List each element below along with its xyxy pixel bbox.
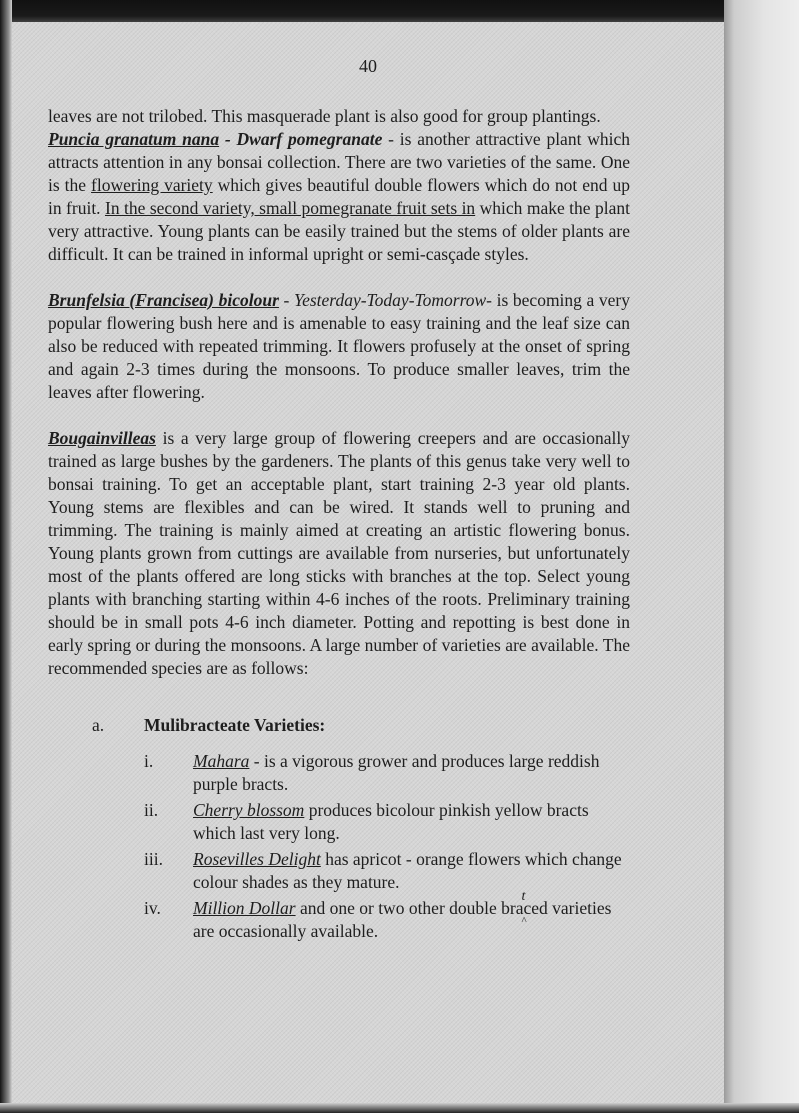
section-marker: a.	[92, 715, 105, 735]
variety-name: Rosevilles Delight	[193, 849, 321, 869]
variety-name: Cherry blossom	[193, 800, 305, 820]
list-item	[48, 848, 630, 894]
variety-description-end: ced varieties are occasionally available.	[193, 898, 612, 941]
scan-shadow-bottom	[0, 1103, 799, 1113]
book-gutter	[724, 0, 799, 1113]
brunfelsia-scientific-name: Brunfelsia (Francisea) bicolour	[48, 290, 279, 310]
pomegranate-underline-1: flowering variety	[91, 175, 213, 195]
variety-name: Million Dollar	[193, 898, 296, 918]
pomegranate-text-3: which make the plant very attractive. Young plants can be easily trained but the stems of older plants are difficult. It can be trained in informal upright or semi-casçade styles.	[48, 198, 630, 264]
brunfelsia-text: is becoming a very popular flowering bush here and is amenable to easy training and the leaf size can also be reduced with repeated trimming. It flowers profusely at the onset of spring and again 2-3 times during the monsoons. To produce smaller leaves, trim the leaves after flowering.	[48, 290, 630, 402]
list-item-number: iii.	[144, 849, 163, 869]
pomegranate-underline-2: In the second variety, small pomegranate fruit sets in	[105, 198, 476, 218]
pomegranate-common-name: Dwarf pomegranate	[236, 129, 383, 149]
body-text	[48, 105, 630, 946]
bougainvilleas-paragraph	[48, 427, 630, 680]
inserted-letter: t	[521, 889, 526, 904]
page-number: 40	[359, 56, 377, 76]
variety-description: has apricot - orange flowers which change colour shades as they mature.	[193, 849, 622, 892]
brunfelsia-separator: -	[278, 290, 294, 310]
list-item-number: iv.	[144, 898, 161, 918]
brunfelsia-common-name: Yesterday-Today-Tomorrow-	[293, 290, 493, 310]
pomegranate-text-1: - is another attractive plant which attracts attention in any bonsai collection. There are two varieties of the same. One is the	[48, 129, 631, 195]
pomegranate-paragraph	[48, 128, 630, 266]
scan-shadow-left	[0, 0, 12, 1113]
variety-name: Mahara	[193, 751, 250, 771]
section-heading	[48, 714, 630, 737]
list-item	[48, 889, 630, 943]
list-item	[48, 799, 630, 845]
pomegranate-scientific-name: Puncia granatum nana	[48, 129, 220, 149]
list-item-number: ii.	[144, 800, 159, 820]
insertion-caret: ^	[521, 915, 527, 927]
pomegranate-separator: -	[219, 129, 237, 149]
list-item-number: i.	[144, 751, 154, 771]
brunfelsia-paragraph	[48, 289, 630, 404]
varieties-list	[48, 750, 630, 943]
pomegranate-text-2: which gives beautiful double flowers which do not end up in fruit.	[48, 175, 631, 218]
section-title: Mulibracteate Varieties:	[144, 715, 326, 735]
list-item	[48, 750, 630, 796]
document-page	[12, 22, 724, 1103]
intro-paragraph: leaves are not trilobed. This masquerade plant is also good for group plantings.	[48, 106, 601, 126]
variety-description: produces bicolour pinkish yellow bracts which last very long.	[193, 800, 589, 843]
bougainvilleas-text: is a very large group of flowering creepers and are occasionally trained as large bushes by the gardeners. The plants of this genus take very well to bonsai training. To get an acceptable plant, start training 2-3 year old plants. Young stems are flexibles and can be wired. It stands well to pruning and trimming. The training is mainly aimed at creating an artistic flowering bonus. Young plants grown from cuttings are available from nurseries, but unfortunately most of the plants offered are long sticks with branches at the top. Select young plants with branching starting within 4-6 inches of the roots. Preliminary training should be in small pots 4-6 inch diameter. Potting and repotting is best done in early spring or during the monsoons. A large number of varieties are available. The recommended species are as follows:	[48, 428, 630, 678]
bougainvilleas-scientific-name: Bougainvilleas	[48, 428, 156, 448]
variety-description-start: and one or two other double bra	[295, 898, 524, 918]
variety-description: - is a vigorous grower and produces large reddish purple bracts.	[193, 751, 600, 794]
